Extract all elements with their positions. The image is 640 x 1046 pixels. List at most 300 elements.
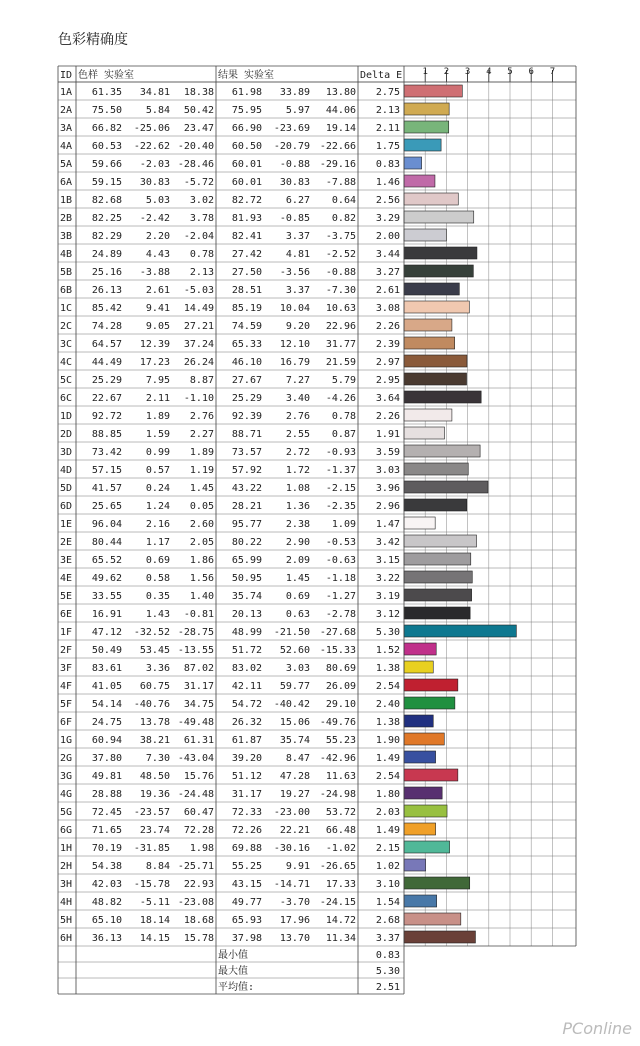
sample-value: 61.31: [183, 735, 214, 746]
sample-value: 27.21: [183, 321, 214, 332]
row-id: 5C: [60, 375, 73, 386]
tick-label: 7: [549, 67, 556, 77]
result-value: 1.09: [331, 519, 356, 530]
bar-1E: [404, 517, 435, 529]
delta-value: 1.52: [375, 645, 400, 656]
result-value: 92.39: [231, 411, 262, 422]
bar-5G: [404, 805, 447, 817]
delta-value: 3.22: [375, 573, 400, 584]
result-value: -20.79: [273, 141, 310, 152]
sample-value: 15.78: [183, 933, 214, 944]
row-id: 2D: [60, 429, 73, 440]
result-value: -21.50: [273, 627, 310, 638]
tick-label: 1: [422, 67, 428, 77]
row-id: 3G: [60, 771, 73, 782]
result-value: 27.67: [231, 375, 262, 386]
sample-value: 82.25: [91, 213, 122, 224]
sample-value: 31.17: [183, 681, 214, 692]
sample-value: -23.57: [133, 807, 170, 818]
sample-value: 25.65: [91, 501, 122, 512]
result-value: 5.79: [331, 375, 356, 386]
result-value: 2.09: [285, 555, 310, 566]
col-header-delta: Delta E: [360, 70, 403, 81]
sample-value: 0.69: [145, 555, 170, 566]
delta-value: 2.13: [375, 105, 400, 116]
sample-value: 5.84: [145, 105, 170, 116]
bar-2D: [404, 427, 444, 439]
sample-value: -23.08: [177, 897, 214, 908]
row-id: 1G: [60, 735, 73, 746]
result-value: 26.09: [325, 681, 356, 692]
row-id: 3E: [60, 555, 73, 566]
bar-6C: [404, 391, 481, 403]
sample-value: -40.76: [133, 699, 170, 710]
summary-label: 最大值: [218, 966, 248, 977]
bar-1G: [404, 733, 444, 745]
delta-value: 1.75: [375, 141, 400, 152]
sample-value: 24.89: [91, 249, 122, 260]
sample-value: 83.61: [91, 663, 122, 674]
result-value: -2.52: [325, 249, 356, 260]
sample-value: 25.29: [91, 375, 122, 386]
delta-e-report: [58, 66, 578, 993]
delta-value: 2.15: [375, 843, 400, 854]
sample-value: 18.38: [183, 87, 214, 98]
sample-value: 37.24: [183, 339, 214, 350]
result-value: 22.21: [279, 825, 310, 836]
bar-3A: [404, 121, 449, 133]
delta-value: 2.61: [375, 285, 400, 296]
delta-value: 1.90: [375, 735, 400, 746]
sample-value: 72.28: [183, 825, 214, 836]
sample-value: 25.16: [91, 267, 122, 278]
result-value: 60.50: [231, 141, 262, 152]
result-value: 95.77: [231, 519, 262, 530]
result-value: 83.02: [231, 663, 262, 674]
result-value: 35.74: [279, 735, 310, 746]
sample-value: 9.41: [145, 303, 170, 314]
bar-6E: [404, 607, 470, 619]
bar-6A: [404, 175, 435, 187]
sample-value: 1.17: [145, 537, 170, 548]
result-value: -22.66: [319, 141, 356, 152]
result-value: 10.63: [325, 303, 356, 314]
sample-value: 37.80: [91, 753, 122, 764]
result-value: -2.15: [325, 483, 356, 494]
sample-value: 41.05: [91, 681, 122, 692]
result-value: 54.72: [231, 699, 262, 710]
result-value: 0.63: [285, 609, 310, 620]
result-value: -1.37: [325, 465, 356, 476]
sample-value: -2.04: [183, 231, 214, 242]
sample-value: -32.52: [133, 627, 170, 638]
result-value: 61.87: [231, 735, 262, 746]
result-value: -30.16: [273, 843, 310, 854]
sample-value: 71.65: [91, 825, 122, 836]
sample-value: 59.15: [91, 177, 122, 188]
result-value: 43.15: [231, 879, 262, 890]
result-value: 53.72: [325, 807, 356, 818]
delta-value: 3.08: [375, 303, 400, 314]
summary-value: 5.30: [375, 966, 400, 977]
row-id: 4C: [60, 357, 73, 368]
result-value: 28.21: [231, 501, 262, 512]
row-id: 4E: [60, 573, 73, 584]
row-id: 1B: [60, 195, 73, 206]
result-value: 2.90: [285, 537, 310, 548]
sample-value: 2.60: [189, 519, 214, 530]
result-value: -0.93: [325, 447, 356, 458]
result-value: 50.95: [231, 573, 262, 584]
result-value: 2.55: [285, 429, 310, 440]
sample-value: 34.75: [183, 699, 214, 710]
summary-value: 0.83: [375, 950, 400, 961]
delta-value: 3.29: [375, 213, 400, 224]
result-value: -24.15: [319, 897, 356, 908]
result-value: 35.74: [231, 591, 262, 602]
bar-3F: [404, 661, 433, 673]
result-value: 1.36: [285, 501, 310, 512]
sample-value: -15.78: [133, 879, 170, 890]
result-value: 1.72: [285, 465, 310, 476]
result-value: 33.89: [279, 87, 310, 98]
bar-6D: [404, 499, 467, 511]
result-value: 20.13: [231, 609, 262, 620]
sample-value: -25.06: [133, 123, 170, 134]
result-value: 0.64: [331, 195, 356, 206]
result-value: -40.42: [273, 699, 310, 710]
sample-value: -25.71: [177, 861, 214, 872]
row-id: 6E: [60, 609, 73, 620]
sample-value: 16.91: [91, 609, 122, 620]
result-value: 59.77: [279, 681, 310, 692]
result-value: -42.96: [319, 753, 356, 764]
delta-value: 1.80: [375, 789, 400, 800]
sample-value: 3.36: [145, 663, 170, 674]
result-value: 2.72: [285, 447, 310, 458]
row-id: 6H: [60, 933, 73, 944]
bar-3B: [404, 229, 446, 241]
result-value: -0.88: [279, 159, 310, 170]
delta-value: 2.56: [375, 195, 400, 206]
sample-value: 87.02: [183, 663, 214, 674]
sample-value: 72.45: [91, 807, 122, 818]
result-value: 69.88: [231, 843, 262, 854]
tick-label: 3: [464, 67, 471, 77]
result-value: 55.23: [325, 735, 356, 746]
sample-value: -13.55: [177, 645, 214, 656]
sample-value: 96.04: [91, 519, 122, 530]
result-value: 37.98: [231, 933, 262, 944]
sample-value: 59.66: [91, 159, 122, 170]
sample-value: 0.99: [145, 447, 170, 458]
delta-value: 1.54: [375, 897, 400, 908]
bar-6H: [404, 931, 475, 943]
row-id: 6B: [60, 285, 73, 296]
sample-value: 48.50: [139, 771, 170, 782]
sample-value: 0.05: [189, 501, 214, 512]
sample-value: 54.14: [91, 699, 122, 710]
sample-value: 1.89: [189, 447, 214, 458]
row-id: 2A: [60, 105, 73, 116]
watermark-logo: PConline: [562, 1019, 632, 1038]
row-id: 2C: [60, 321, 73, 332]
bar-6B: [404, 283, 459, 295]
result-value: 88.71: [231, 429, 262, 440]
sample-value: 60.47: [183, 807, 214, 818]
sample-value: 0.78: [189, 249, 214, 260]
bar-3H: [404, 877, 470, 889]
result-value: 51.72: [231, 645, 262, 656]
row-id: 5E: [60, 591, 73, 602]
sample-value: 0.58: [145, 573, 170, 584]
row-id: 2E: [60, 537, 73, 548]
row-id: 3A: [60, 123, 73, 134]
sample-value: 80.44: [91, 537, 122, 548]
row-id: 1D: [60, 411, 73, 422]
sample-value: 13.78: [139, 717, 170, 728]
result-value: -3.70: [279, 897, 310, 908]
result-value: 49.77: [231, 897, 262, 908]
delta-value: 2.95: [375, 375, 400, 386]
row-id: 2B: [60, 213, 73, 224]
sample-value: 8.84: [145, 861, 170, 872]
delta-value: 2.00: [375, 231, 400, 242]
result-value: -23.69: [273, 123, 310, 134]
sample-value: 9.05: [145, 321, 170, 332]
result-value: 14.72: [325, 915, 356, 926]
sample-value: 2.61: [145, 285, 170, 296]
result-value: 2.76: [285, 411, 310, 422]
result-value: 27.42: [231, 249, 262, 260]
row-id: 2G: [60, 753, 73, 764]
sample-value: 34.81: [139, 87, 170, 98]
page-title: 色彩精确度: [58, 32, 128, 48]
sample-value: 14.15: [139, 933, 170, 944]
bar-4C: [404, 355, 467, 367]
result-value: -2.78: [325, 609, 356, 620]
sample-value: -5.03: [183, 285, 214, 296]
result-value: 65.93: [231, 915, 262, 926]
bar-1C: [404, 301, 469, 313]
result-value: 19.27: [279, 789, 310, 800]
sample-value: -5.72: [183, 177, 214, 188]
sample-value: -3.88: [139, 267, 170, 278]
bar-5H: [404, 913, 461, 925]
result-value: 1.08: [285, 483, 310, 494]
sample-value: 36.13: [91, 933, 122, 944]
delta-value: 2.26: [375, 321, 400, 332]
sample-value: 88.85: [91, 429, 122, 440]
summary-label: 最小值: [218, 950, 248, 961]
result-value: 2.38: [285, 519, 310, 530]
sample-value: 18.68: [183, 915, 214, 926]
result-value: 7.27: [285, 375, 310, 386]
result-value: -3.75: [325, 231, 356, 242]
bar-4A: [404, 139, 441, 151]
sample-value: 22.93: [183, 879, 214, 890]
sample-value: 92.72: [91, 411, 122, 422]
sample-value: 8.87: [189, 375, 214, 386]
sample-value: 50.42: [183, 105, 214, 116]
result-value: 12.10: [279, 339, 310, 350]
sample-value: 1.86: [189, 555, 214, 566]
result-value: 5.97: [285, 105, 310, 116]
delta-value: 2.75: [375, 87, 400, 98]
result-value: -15.33: [319, 645, 356, 656]
result-value: 74.59: [231, 321, 262, 332]
row-id: 5A: [60, 159, 73, 170]
bar-5A: [404, 157, 422, 169]
row-id: 4H: [60, 897, 73, 908]
bar-1F: [404, 625, 516, 637]
delta-value: 5.30: [375, 627, 400, 638]
sample-value: 60.75: [139, 681, 170, 692]
result-value: 72.33: [231, 807, 262, 818]
bar-2G: [404, 751, 436, 763]
result-value: 30.83: [279, 177, 310, 188]
sample-value: 19.36: [139, 789, 170, 800]
sample-value: 22.67: [91, 393, 122, 404]
bar-2A: [404, 103, 449, 115]
sample-value: 0.24: [145, 483, 170, 494]
result-value: -49.76: [319, 717, 356, 728]
result-value: 28.51: [231, 285, 262, 296]
result-value: 51.12: [231, 771, 262, 782]
delta-value: 2.39: [375, 339, 400, 350]
delta-value: 3.12: [375, 609, 400, 620]
bar-3E: [404, 553, 471, 565]
sample-value: 75.50: [91, 105, 122, 116]
delta-value: 3.96: [375, 483, 400, 494]
bar-4B: [404, 247, 477, 259]
row-id: 5F: [60, 699, 73, 710]
sample-value: 12.39: [139, 339, 170, 350]
sample-value: 7.95: [145, 375, 170, 386]
result-value: 29.10: [325, 699, 356, 710]
row-id: 6A: [60, 177, 73, 188]
sample-value: -43.04: [177, 753, 214, 764]
col-header-sample: 色样 实验室: [78, 70, 135, 81]
sample-value: 74.28: [91, 321, 122, 332]
sample-value: -49.48: [177, 717, 214, 728]
row-id: 6F: [60, 717, 73, 728]
sample-value: 49.62: [91, 573, 122, 584]
row-id: 5H: [60, 915, 73, 926]
delta-value: 2.03: [375, 807, 400, 818]
delta-value: 0.83: [375, 159, 400, 170]
row-id: 3H: [60, 879, 73, 890]
result-value: 19.14: [325, 123, 356, 134]
result-value: -0.85: [279, 213, 310, 224]
sample-value: 1.56: [189, 573, 214, 584]
result-value: 9.20: [285, 321, 310, 332]
result-value: 17.33: [325, 879, 356, 890]
result-value: 3.03: [285, 663, 310, 674]
result-value: -0.53: [325, 537, 356, 548]
sample-value: 4.43: [145, 249, 170, 260]
sample-value: 23.47: [183, 123, 214, 134]
result-value: 43.22: [231, 483, 262, 494]
sample-value: 57.15: [91, 465, 122, 476]
sample-value: 1.89: [145, 411, 170, 422]
bar-4G: [404, 787, 442, 799]
result-value: 31.17: [231, 789, 262, 800]
row-id: 6C: [60, 393, 73, 404]
row-id: 3F: [60, 663, 73, 674]
row-id: 4B: [60, 249, 73, 260]
delta-value: 2.54: [375, 681, 400, 692]
row-id: 5D: [60, 483, 73, 494]
result-value: 81.93: [231, 213, 262, 224]
row-id: 5G: [60, 807, 73, 818]
result-value: 27.50: [231, 267, 262, 278]
sample-value: 82.29: [91, 231, 122, 242]
sample-value: 41.57: [91, 483, 122, 494]
sample-value: -0.81: [183, 609, 214, 620]
delta-value: 3.27: [375, 267, 400, 278]
sample-value: 73.42: [91, 447, 122, 458]
result-value: 85.19: [231, 303, 262, 314]
result-value: -4.26: [325, 393, 356, 404]
delta-value: 1.47: [375, 519, 400, 530]
row-id: 6G: [60, 825, 73, 836]
col-header-id: ID: [60, 70, 73, 81]
result-value: 39.20: [231, 753, 262, 764]
result-value: -24.98: [319, 789, 356, 800]
delta-value: 1.02: [375, 861, 400, 872]
result-value: 46.10: [231, 357, 262, 368]
sample-value: 0.35: [145, 591, 170, 602]
sample-value: 1.40: [189, 591, 214, 602]
bar-2E: [404, 535, 477, 547]
delta-value: 2.40: [375, 699, 400, 710]
bar-4D: [404, 463, 468, 475]
tick-label: 6: [528, 67, 534, 77]
sample-value: 1.98: [189, 843, 214, 854]
sample-value: 17.23: [139, 357, 170, 368]
sample-value: 3.02: [189, 195, 214, 206]
bar-2F: [404, 643, 436, 655]
result-value: 55.25: [231, 861, 262, 872]
row-id: 5B: [60, 267, 73, 278]
result-value: 42.11: [231, 681, 262, 692]
bar-4E: [404, 571, 472, 583]
delta-value: 2.11: [375, 123, 400, 134]
result-value: -7.88: [325, 177, 356, 188]
result-value: 73.57: [231, 447, 262, 458]
bar-3D: [404, 445, 480, 457]
result-value: 65.33: [231, 339, 262, 350]
result-value: 11.34: [325, 933, 356, 944]
sample-value: 7.30: [145, 753, 170, 764]
result-value: 22.96: [325, 321, 356, 332]
sample-value: 47.12: [91, 627, 122, 638]
result-value: 31.77: [325, 339, 356, 350]
result-value: 3.37: [285, 285, 310, 296]
result-value: -1.27: [325, 591, 356, 602]
result-value: 3.40: [285, 393, 310, 404]
sample-value: 30.83: [139, 177, 170, 188]
sample-value: 61.35: [91, 87, 122, 98]
row-id: 3C: [60, 339, 73, 350]
sample-value: -2.42: [139, 213, 170, 224]
result-value: 6.27: [285, 195, 310, 206]
result-value: 4.81: [285, 249, 310, 260]
sample-value: 23.74: [139, 825, 170, 836]
result-value: 61.98: [231, 87, 262, 98]
sample-value: 2.13: [189, 267, 214, 278]
